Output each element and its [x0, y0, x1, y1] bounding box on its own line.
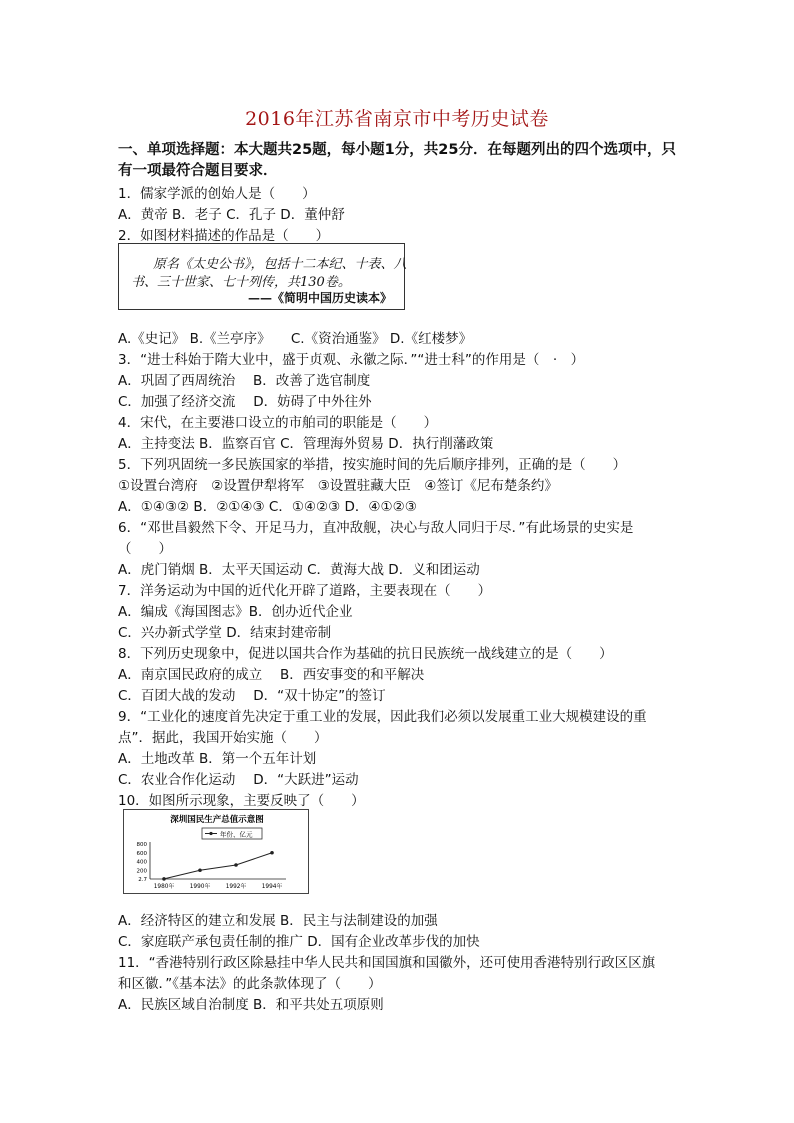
question-line: 11．“香港特别行政区除悬挂中华人民共和国国旗和国徽外，还可使用香港特别行政区区旗 [118, 955, 656, 971]
y-tick-label: 2.7 [138, 876, 147, 883]
section-heading: 一、单项选择题：本大题共25题，每小题1分，共25分．在每题列出的四个选项中，只有一项最符合题目要求． [118, 142, 676, 179]
option-line: A.《史记》 B.《兰亭序》 C.《资治通鉴》 D.《红楼梦》 [118, 331, 473, 347]
option-line: C．百团大战的发动 D．“双十协定”的签订 [118, 688, 386, 704]
question-line: 10．如图所示现象，主要反映了（ ） [118, 793, 365, 809]
option-line: A．巩固了西周统治 B．改善了选官制度 [118, 373, 371, 389]
quote-box [118, 243, 405, 310]
option-line: A．民族区域自治制度 B．和平共处五项原则 [118, 997, 384, 1013]
data-point [234, 863, 238, 867]
page-title: 2016年江苏省南京市中考历史试卷 [245, 108, 549, 130]
legend-label: 年份、亿元 [220, 830, 253, 839]
quote-source: ——《简明中国历史读本》 [247, 291, 392, 305]
question-line: 9．“工业化的速度首先决定于重工业的发展，因此我们必须以发展重工业大规模建设的重 [118, 709, 647, 725]
question-line: 点”．据此，我国开始实施（ ） [118, 730, 328, 746]
question-line: 8．下列历史现象中，促进以国共合作为基础的抗日民族统一战线建立的是（ ） [118, 646, 613, 662]
y-tick-label: 200 [136, 868, 147, 875]
option-line: A．南京国民政府的成立 B．西安事变的和平解决 [118, 667, 425, 683]
question-line: 2．如图材料描述的作品是（ ） [118, 228, 330, 244]
question-line: 和区徽．”《基本法》的此条款体现了（ ） [118, 976, 382, 992]
question-line: 1．儒家学派的创始人是（ ） [118, 186, 316, 202]
question-line: 4．宋代，在主要港口设立的市舶司的职能是（ ） [118, 415, 438, 431]
option-line: A．编成《海国图志》B．创办近代企业 [118, 604, 353, 620]
option-line: C．家庭联产承包责任制的推广 D．国有企业改革步伐的加快 [118, 934, 480, 950]
option-line: C．兴办新式学堂 D．结束封建帝制 [118, 625, 332, 641]
option-line: A．主持变法 B．监察百官 C．管理海外贸易 D．执行削藩政策 [118, 436, 494, 452]
option-line: A．虎门销烟 B．太平天国运动 C．黄海大战 D．义和团运动 [118, 562, 480, 578]
question-line: （ ） [118, 541, 172, 557]
x-tick-label: 1980年 [153, 884, 175, 890]
question-line: 3．“进士科始于隋大业中，盛于贞观、永徽之际．”“进士科”的作用是（ · ） [118, 352, 585, 368]
data-point [270, 851, 274, 855]
option-line: A．黄帝 B．老子 C．孔子 D．董仲舒 [118, 207, 345, 223]
option-line: A．土地改革 B．第一个五年计划 [118, 751, 317, 767]
legend-marker [209, 832, 212, 835]
option-line: A．①④③② B．②①④③ C．①④②③ D．④①②③ [118, 499, 417, 515]
y-tick-label: 800 [136, 842, 147, 848]
gdp-chart [123, 809, 309, 894]
option-line: A．经济特区的建立和发展 B．民主与法制建设的加强 [118, 913, 438, 929]
series-line [164, 853, 272, 879]
x-tick-label: 1994年 [261, 884, 283, 890]
quote-line: 原名《太史公书》，包括十二本纪、十表、八 [153, 257, 407, 272]
option-line: C．加强了经济交流 D．妨碍了中外往外 [118, 394, 372, 410]
y-tick-label: 600 [136, 850, 147, 857]
x-tick-label: 1992年 [225, 884, 247, 890]
data-point [162, 877, 166, 881]
option-line: C．农业合作化运动 D．“大跃进”运动 [118, 772, 359, 788]
quote-line: 书、三十世家、七十列传，共130卷。 [131, 275, 351, 290]
x-tick-label: 1990年 [189, 884, 211, 890]
gdp-chart-svg [124, 810, 310, 895]
y-tick-label: 400 [136, 859, 147, 866]
statement-line: ①设置台湾府 ②设置伊犁将军 ③设置驻藏大臣 ④签订《尼布楚条约》 [118, 478, 558, 494]
chart-title: 深圳国民生产总值示意图 [170, 815, 264, 825]
question-line: 5．下列巩固统一多民族国家的举措，按实施时间的先后顺序排列，正确的是（ ） [118, 457, 627, 473]
data-point [198, 868, 202, 872]
question-line: 6．“邓世昌毅然下令、开足马力，直冲敌舰，决心与敌人同归于尽．”有此场景的史实是 [118, 520, 634, 536]
question-line: 7．洋务运动为中国的近代化开辟了道路，主要表现在（ ） [118, 583, 492, 599]
